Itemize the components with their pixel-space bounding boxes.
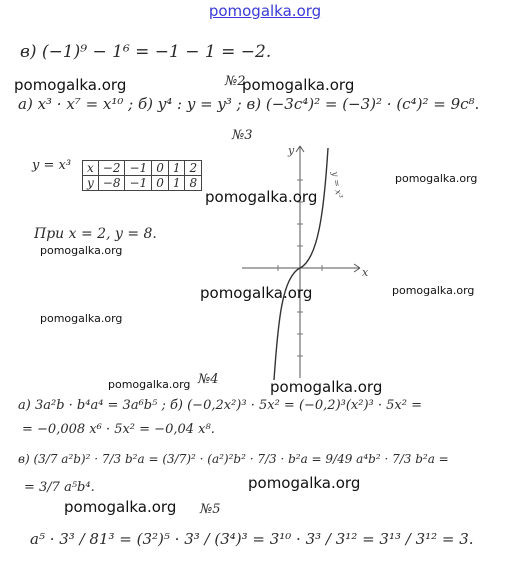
table-cell: 2 xyxy=(185,161,202,176)
watermark: pomogalka.org xyxy=(205,188,318,206)
task1-part-v: в) (−1)⁹ − 1⁶ = −1 − 1 = −2. xyxy=(20,42,272,62)
y-axis-arrow xyxy=(296,146,300,152)
table-cell: 0 xyxy=(152,176,169,191)
table-cell: −1 xyxy=(125,176,152,191)
values-table xyxy=(82,160,202,191)
watermark: pomogalka.org xyxy=(14,76,127,94)
task4-part-ab: а) 3a²b · b⁴a⁴ = 3a⁶b⁵ ; б) (−0,2x²)³ · 5x² = (−0,2)³(x²)³ · 5x² = xyxy=(18,398,422,413)
table-cell: −8 xyxy=(98,176,125,191)
watermark: pomogalka.org xyxy=(270,378,383,396)
task5-line: a⁵ · 3³ / 81³ = (3²)⁵ · 3³ / (3⁴)³ = 3¹⁰ · 3³ / 3¹² = 3¹³ / 3¹² = 3. xyxy=(30,530,474,548)
table-cell: −1 xyxy=(125,161,152,176)
watermark: pomogalka.org xyxy=(242,76,355,94)
table-row-y xyxy=(83,176,202,191)
watermark: pomogalka.org xyxy=(248,474,361,492)
watermark: pomogalka.org xyxy=(108,378,191,391)
y-axis-label: y xyxy=(288,144,295,157)
watermark: pomogalka.org xyxy=(40,244,123,257)
watermark: pomogalka.org xyxy=(395,172,478,185)
task4-part-b-cont: = −0,008 x⁶ · 5x² = −0,04 x⁸. xyxy=(22,422,215,437)
table-cell: −2 xyxy=(98,161,125,176)
site-link[interactable]: pomogalka.org xyxy=(208,2,322,20)
y-axis-arrow xyxy=(300,146,304,152)
task4-part-v-cont: = 3/7 a⁵b⁴. xyxy=(24,480,95,495)
x-axis-label: x xyxy=(362,266,369,279)
table-cell: 0 xyxy=(152,161,169,176)
cubic-graph xyxy=(232,142,382,382)
watermark: pomogalka.org xyxy=(200,284,313,302)
task2-label: №2 xyxy=(225,74,246,89)
x-axis-arrow xyxy=(354,264,360,268)
cubic-curve xyxy=(274,148,328,380)
task4-part-v: в) (3/7 a²b)² · 7/3 b²a = (3/7)² · (a²)²b² · 7/3 · b²a = 9/49 a⁴b² · 7/3 b²a = xyxy=(18,452,449,466)
table-cell: 1 xyxy=(168,176,185,191)
watermark: pomogalka.org xyxy=(392,284,475,297)
watermark: pomogalka.org xyxy=(40,312,123,325)
table-header-y: y xyxy=(83,176,99,191)
curve-label: y = x³ xyxy=(329,170,344,200)
x-axis-arrow xyxy=(354,268,360,272)
task2-line: а) x³ · x⁷ = x¹⁰ ; б) y⁴ : y = y³ ; в) (−3c⁴)² = (−3)² · (c⁴)² = 9c⁸. xyxy=(18,95,480,113)
table-row-x xyxy=(83,161,202,176)
task3-answer: При x = 2, y = 8. xyxy=(34,226,157,242)
task4-label: №4 xyxy=(198,372,219,387)
task3-label: №3 xyxy=(232,128,253,143)
watermark: pomogalka.org xyxy=(64,498,177,516)
table-cell: 1 xyxy=(168,161,185,176)
function-label: y = x³ xyxy=(32,158,72,173)
table-cell: 8 xyxy=(185,176,202,191)
table-header-x: x xyxy=(83,161,99,176)
task5-label: №5 xyxy=(200,502,221,517)
